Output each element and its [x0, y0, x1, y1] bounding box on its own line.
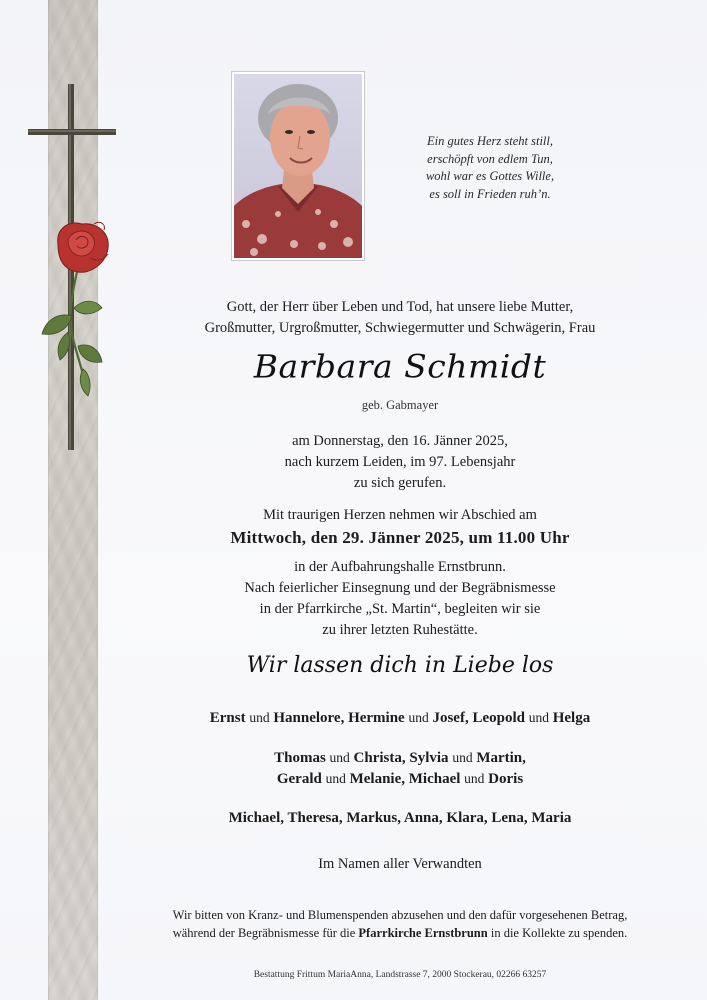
- family-name: Hannelore, Hermine: [273, 710, 405, 726]
- portrait-image: [234, 74, 362, 258]
- family-row: [150, 808, 650, 829]
- farewell-intro: Mit traurigen Herzen nehmen wir Abschied am: [263, 507, 537, 523]
- family-name: Thomas: [274, 750, 326, 766]
- death-text: [150, 431, 650, 494]
- poem-line: wohl war es Gottes Wille,: [425, 169, 555, 183]
- deceased-name: Barbara Schmidt: [253, 347, 547, 386]
- cross-with-rose-icon: [28, 84, 120, 454]
- connector: und: [452, 750, 473, 765]
- notice-line: Wir bitten von Kranz- und Blumenspenden abzusehen und den dafür vorgesehenen Betrag,: [172, 908, 628, 922]
- family-name: Martin,: [476, 750, 526, 766]
- service-line: zu ihrer letzten Ruhestätte.: [322, 622, 478, 638]
- death-line: am Donnerstag, den 16. Jänner 2025,: [292, 433, 508, 449]
- family-name: Josef, Leopold: [432, 710, 525, 726]
- death-line: zu sich gerufen.: [353, 475, 447, 491]
- donation-notice: [110, 906, 690, 942]
- family-name: Christa, Sylvia: [353, 750, 449, 766]
- family-name: Doris: [488, 771, 524, 787]
- notice-line: [110, 924, 690, 942]
- intro-line: Gott, der Herr über Leben und Tod, hat unsere liebe Mutter,: [226, 299, 574, 315]
- family-name: Helga: [552, 710, 591, 726]
- motto: Wir lassen dich in Liebe los: [246, 653, 554, 678]
- connector: und: [408, 710, 429, 725]
- connector: und: [464, 771, 485, 786]
- service-line: in der Aufbahrungshalle Ernstbrunn.: [294, 559, 506, 575]
- connector: und: [249, 710, 270, 725]
- portrait-photo: [231, 71, 365, 261]
- service-text: [150, 557, 650, 641]
- connector: und: [329, 750, 350, 765]
- family-name: Ernst: [209, 710, 246, 726]
- family-row: [150, 747, 650, 769]
- funeral-date: Mittwoch, den 29. Jänner 2025, um 11.00 Uhr: [230, 528, 570, 547]
- poem-line: Ein gutes Herz steht still,: [426, 134, 554, 148]
- grandchildren-names: Michael, Theresa, Markus, Anna, Klara, Lena, Maria: [228, 810, 572, 826]
- notice-text: während der Begräbnismesse für die: [172, 926, 356, 940]
- relatives-line: Im Namen aller Verwandten: [318, 856, 482, 872]
- poem-line: es soll in Frieden ruh’n.: [429, 186, 551, 201]
- notice-text: in die Kollekte zu spenden.: [490, 926, 628, 940]
- notice-church: Pfarrkirche Ernstbrunn: [358, 926, 488, 940]
- poem: [400, 133, 580, 203]
- connector: und: [528, 710, 549, 725]
- family-name: Melanie, Michael: [349, 771, 461, 787]
- birth-name: geb. Gabmayer: [361, 398, 439, 412]
- footer-funeral-home: Bestattung Frittum MariaAnna, Landstrasse 7, 2000 Stockerau, 02266 63257: [253, 970, 547, 980]
- connector: und: [325, 771, 346, 786]
- service-line: in der Pfarrkirche „St. Martin“, begleiten wir sie: [259, 601, 541, 617]
- poem-line: erschöpft von edlem Tun,: [427, 151, 553, 166]
- family-name: Gerald: [276, 771, 322, 787]
- intro-line: Großmutter, Urgroßmutter, Schwiegermutter und Schwägerin, Frau: [204, 320, 596, 336]
- intro-text: [150, 297, 650, 339]
- death-line: nach kurzem Leiden, im 97. Lebensjahr: [284, 454, 516, 470]
- service-line: Nach feierlicher Einsegnung und der Begräbnismesse: [244, 580, 556, 596]
- family-row: [150, 768, 650, 790]
- family-row: [150, 707, 650, 729]
